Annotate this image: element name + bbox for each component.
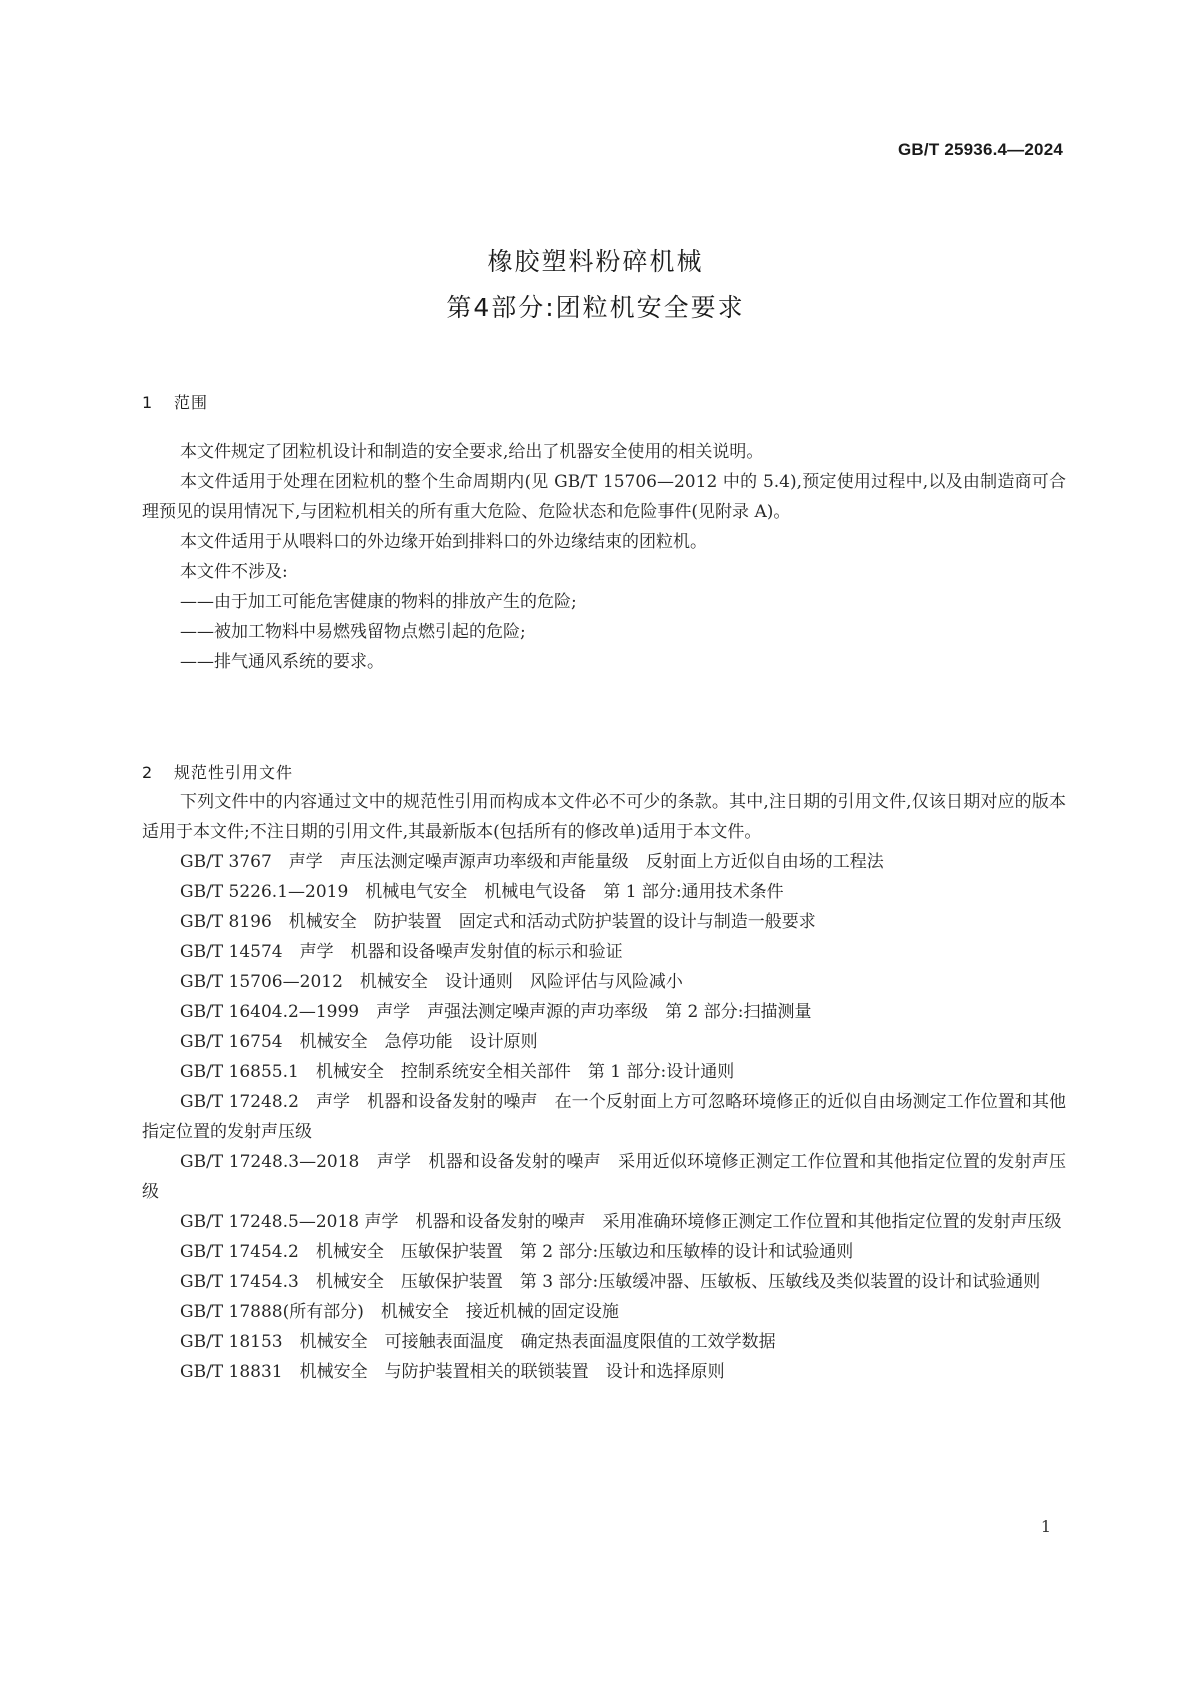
document-title-part: 第4部分:团粒机安全要求	[446, 293, 745, 322]
reference-item: GB/T 18153 机械安全 可接触表面温度 确定热表面温度限值的工效学数据	[180, 1332, 776, 1352]
paragraph: 本文件适用于从喂料口的外边缘开始到排料口的外边缘结束的团粒机。	[180, 532, 707, 552]
section-1-body	[142, 437, 1066, 677]
paragraph: 本文件规定了团粒机设计和制造的安全要求,给出了机器安全使用的相关说明。	[180, 442, 764, 462]
exclusion-item: ——由于加工可能危害健康的物料的排放产生的危险;	[180, 592, 577, 612]
reference-item: GB/T 14574 声学 机器和设备噪声发射值的标示和验证	[180, 942, 623, 962]
section-1-heading	[142, 390, 208, 413]
exclusion-item: ——被加工物料中易燃残留物点燃引起的危险;	[180, 622, 526, 642]
document-title-main: 橡胶塑料粉碎机械	[487, 247, 704, 276]
reference-item: GB/T 15706—2012 机械安全 设计通则 风险评估与风险减小	[180, 972, 683, 992]
section-title: 规范性引用文件	[174, 763, 294, 782]
section-2-heading	[142, 760, 293, 783]
reference-item: GB/T 17454.3 机械安全 压敏保护装置 第 3 部分:压敏缓冲器、压敏板、压敏线及类似装置的设计和试验通则	[180, 1272, 1041, 1292]
reference-item: GB/T 17248.3—2018 声学 机器和设备发射的噪声 采用近似环境修正测定工作位置和其他指定位置的发射声压级	[142, 1152, 1066, 1202]
paragraph: 本文件适用于处理在团粒机的整个生命周期内(见 GB/T 15706—2012 中的 5.4),预定使用过程中,以及由制造商可合理预见的误用情况下,与团粒机相关的所有重大危险、危险状态和危险事件(见附录 A)。	[142, 472, 1066, 522]
reference-item: GB/T 3767 声学 声压法测定噪声源声功率级和声能量级 反射面上方近似自由场的工程法	[180, 852, 884, 872]
section-2-body	[142, 787, 1066, 1387]
section-number: 2	[142, 763, 154, 782]
page-number: 1	[1040, 1517, 1051, 1536]
reference-item: GB/T 16754 机械安全 急停功能 设计原则	[180, 1032, 538, 1052]
reference-item: GB/T 17888(所有部分) 机械安全 接近机械的固定设施	[180, 1302, 619, 1322]
paragraph: 下列文件中的内容通过文中的规范性引用而构成本文件必不可少的条款。其中,注日期的引用文件,仅该日期对应的版本适用于本文件;不注日期的引用文件,其最新版本(包括所有的修改单)适用于本文件。	[142, 792, 1066, 842]
reference-item: GB/T 17454.2 机械安全 压敏保护装置 第 2 部分:压敏边和压敏棒的设计和试验通则	[180, 1242, 854, 1262]
reference-item: GB/T 18831 机械安全 与防护装置相关的联锁装置 设计和选择原则	[180, 1362, 725, 1382]
reference-item: GB/T 8196 机械安全 防护装置 固定式和活动式防护装置的设计与制造一般要求	[180, 912, 816, 932]
paragraph: 本文件不涉及:	[180, 562, 288, 582]
reference-item: GB/T 5226.1—2019 机械电气安全 机械电气设备 第 1 部分:通用技术条件	[180, 882, 784, 902]
document-code: GB/T 25936.4—2024	[898, 140, 1063, 159]
reference-item: GB/T 17248.2 声学 机器和设备发射的噪声 在一个反射面上方可忽略环境修正的近似自由场测定工作位置和其他指定位置的发射声压级	[142, 1092, 1066, 1142]
exclusion-item: ——排气通风系统的要求。	[180, 652, 384, 672]
reference-item: GB/T 17248.5—2018 声学 机器和设备发射的噪声 采用准确环境修正测定工作位置和其他指定位置的发射声压级	[180, 1212, 1062, 1232]
reference-item: GB/T 16855.1 机械安全 控制系统安全相关部件 第 1 部分:设计通则	[180, 1062, 735, 1082]
reference-item: GB/T 16404.2—1999 声学 声强法测定噪声源的声功率级 第 2 部分:扫描测量	[180, 1002, 812, 1022]
section-number: 1	[142, 393, 154, 412]
section-title: 范围	[174, 393, 209, 412]
